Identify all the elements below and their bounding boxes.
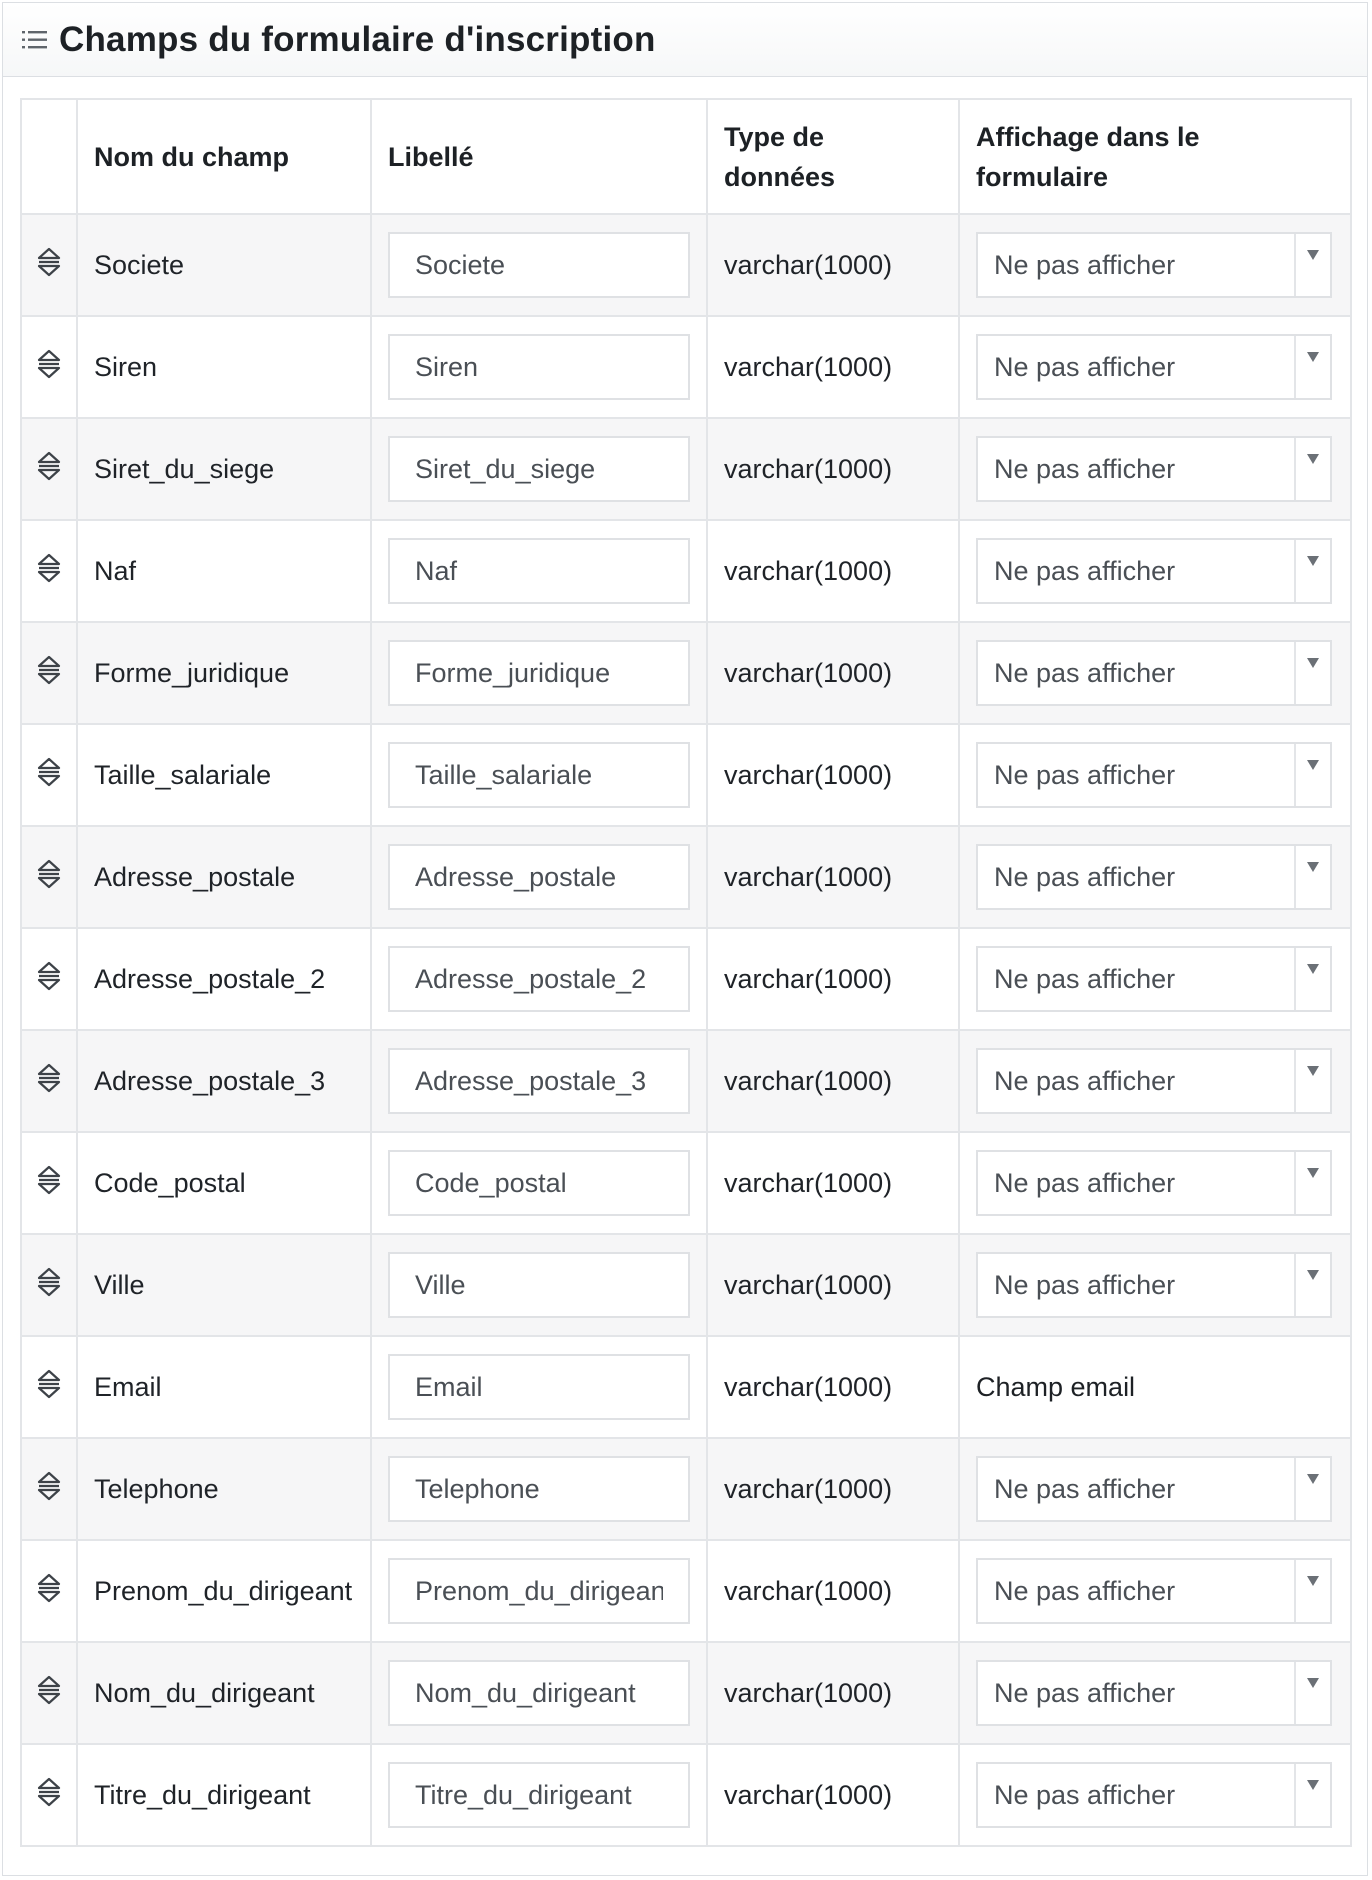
sort-handle-icon[interactable] [36, 1266, 62, 1298]
table-row [21, 316, 1351, 418]
field-name-cell: Siren [77, 316, 371, 418]
label-cell [371, 622, 707, 724]
dropdown-arrow-box[interactable] [1294, 1560, 1330, 1622]
drag-handle-cell[interactable] [21, 1642, 77, 1744]
caret-down-icon [1307, 658, 1319, 668]
drag-handle-cell[interactable] [21, 418, 77, 520]
data-type-cell: varchar(1000) [707, 1234, 959, 1336]
label-input[interactable] [388, 232, 690, 298]
display-select-value: Ne pas afficher [994, 1779, 1176, 1810]
label-cell [371, 1540, 707, 1642]
data-type-cell: varchar(1000) [707, 928, 959, 1030]
display-select-value: Ne pas afficher [994, 249, 1176, 280]
field-name-cell: Adresse_postale [77, 826, 371, 928]
drag-handle-cell[interactable] [21, 1438, 77, 1540]
dropdown-arrow-box[interactable] [1294, 1458, 1330, 1520]
field-name-cell: Email [77, 1336, 371, 1438]
caret-down-icon [1307, 862, 1319, 872]
label-input[interactable] [388, 742, 690, 808]
display-cell [959, 1132, 1351, 1234]
dropdown-arrow-box[interactable] [1294, 948, 1330, 1010]
display-select-value: Ne pas afficher [994, 1269, 1176, 1300]
display-cell [959, 418, 1351, 520]
dropdown-arrow-box[interactable] [1294, 642, 1330, 704]
field-name-cell: Naf [77, 520, 371, 622]
dropdown-arrow-box[interactable] [1294, 1152, 1330, 1214]
sort-handle-icon[interactable] [36, 1572, 62, 1604]
display-select[interactable] [976, 232, 1332, 298]
label-input[interactable] [388, 1252, 690, 1318]
display-cell [959, 520, 1351, 622]
display-cell [959, 928, 1351, 1030]
drag-handle-cell[interactable] [21, 1132, 77, 1234]
field-name-cell: Nom_du_dirigeant [77, 1642, 371, 1744]
label-input[interactable] [388, 1150, 690, 1216]
label-cell [371, 1642, 707, 1744]
caret-down-icon [1307, 760, 1319, 770]
display-select-value: Ne pas afficher [994, 453, 1176, 484]
caret-down-icon [1307, 964, 1319, 974]
dropdown-arrow-box[interactable] [1294, 234, 1330, 296]
label-input[interactable] [388, 1660, 690, 1726]
drag-handle-cell[interactable] [21, 214, 77, 316]
drag-handle-cell[interactable] [21, 826, 77, 928]
table-body [21, 214, 1351, 1846]
label-cell [371, 418, 707, 520]
data-type-cell: varchar(1000) [707, 1132, 959, 1234]
field-name-cell: Forme_juridique [77, 622, 371, 724]
display-cell [959, 316, 1351, 418]
dropdown-arrow-box[interactable] [1294, 744, 1330, 806]
display-cell [959, 1540, 1351, 1642]
data-type-cell: varchar(1000) [707, 1642, 959, 1744]
caret-down-icon [1307, 1168, 1319, 1178]
caret-down-icon [1307, 1576, 1319, 1586]
drag-handle-cell[interactable] [21, 724, 77, 826]
display-select[interactable] [976, 538, 1332, 604]
label-cell [371, 1336, 707, 1438]
display-select-value: Ne pas afficher [994, 963, 1176, 994]
sort-handle-icon[interactable] [36, 858, 62, 890]
drag-handle-cell[interactable] [21, 1336, 77, 1438]
data-type-cell: varchar(1000) [707, 316, 959, 418]
header-display: Affichage dans le formulaire [959, 99, 1351, 214]
display-select-value: Ne pas afficher [994, 1065, 1176, 1096]
field-name-cell: Code_postal [77, 1132, 371, 1234]
display-cell [959, 1744, 1351, 1846]
label-cell [371, 1744, 707, 1846]
display-select[interactable] [976, 844, 1332, 910]
sort-handle-icon[interactable] [36, 1062, 62, 1094]
display-select[interactable] [976, 1456, 1332, 1522]
display-select-value: Ne pas afficher [994, 1473, 1176, 1504]
display-static-text: Champ email [976, 1371, 1136, 1402]
data-type-cell: varchar(1000) [707, 622, 959, 724]
field-name-cell: Adresse_postale_2 [77, 928, 371, 1030]
caret-down-icon [1307, 556, 1319, 566]
label-input[interactable] [388, 1762, 690, 1828]
sort-handle-icon[interactable] [36, 348, 62, 380]
table-row [21, 826, 1351, 928]
display-select[interactable] [976, 1762, 1332, 1828]
display-cell [959, 214, 1351, 316]
data-type-cell: varchar(1000) [707, 520, 959, 622]
drag-handle-cell[interactable] [21, 1030, 77, 1132]
panel-header [3, 3, 1367, 77]
caret-down-icon [1307, 1474, 1319, 1484]
data-type-cell: varchar(1000) [707, 1540, 959, 1642]
display-cell [959, 1438, 1351, 1540]
sort-handle-icon[interactable] [36, 1164, 62, 1196]
display-select[interactable] [976, 640, 1332, 706]
header-label: Libellé [371, 99, 707, 214]
display-cell [959, 1030, 1351, 1132]
drag-handle-cell[interactable] [21, 1234, 77, 1336]
table-row [21, 1642, 1351, 1744]
label-cell [371, 826, 707, 928]
caret-down-icon [1307, 1270, 1319, 1280]
label-input[interactable] [388, 1048, 690, 1114]
label-input[interactable] [388, 1456, 690, 1522]
caret-down-icon [1307, 352, 1319, 362]
display-select-value: Ne pas afficher [994, 1677, 1176, 1708]
sort-handle-icon[interactable] [36, 450, 62, 482]
drag-handle-cell[interactable] [21, 928, 77, 1030]
table-row [21, 1030, 1351, 1132]
table-row [21, 214, 1351, 316]
data-type-cell: varchar(1000) [707, 1336, 959, 1438]
display-cell [959, 1642, 1351, 1744]
display-select[interactable] [976, 742, 1332, 808]
display-select[interactable] [976, 1150, 1332, 1216]
data-type-cell: varchar(1000) [707, 214, 959, 316]
caret-down-icon [1307, 1780, 1319, 1790]
display-select[interactable] [976, 334, 1332, 400]
sort-handle-icon[interactable] [36, 654, 62, 686]
drag-handle-cell[interactable] [21, 1744, 77, 1846]
field-name-cell: Ville [77, 1234, 371, 1336]
dropdown-arrow-box[interactable] [1294, 1050, 1330, 1112]
table-row [21, 724, 1351, 826]
label-input[interactable] [388, 946, 690, 1012]
data-type-cell: varchar(1000) [707, 724, 959, 826]
dropdown-arrow-box[interactable] [1294, 1764, 1330, 1826]
label-input[interactable] [388, 436, 690, 502]
label-input[interactable] [388, 334, 690, 400]
caret-down-icon [1307, 454, 1319, 464]
table-header-row [21, 99, 1351, 214]
display-select[interactable] [976, 946, 1332, 1012]
caret-down-icon [1307, 250, 1319, 260]
sort-handle-icon[interactable] [36, 552, 62, 584]
dropdown-arrow-box[interactable] [1294, 438, 1330, 500]
field-name-cell: Telephone [77, 1438, 371, 1540]
table-row [21, 418, 1351, 520]
display-select[interactable] [976, 1660, 1332, 1726]
display-select-value: Ne pas afficher [994, 555, 1176, 586]
dropdown-arrow-box[interactable] [1294, 336, 1330, 398]
display-cell [959, 1234, 1351, 1336]
table-row [21, 928, 1351, 1030]
data-type-cell: varchar(1000) [707, 1744, 959, 1846]
label-input[interactable] [388, 1558, 690, 1624]
field-name-cell: Taille_salariale [77, 724, 371, 826]
drag-handle-cell[interactable] [21, 520, 77, 622]
sort-handle-icon[interactable] [36, 756, 62, 788]
label-cell [371, 1132, 707, 1234]
display-select[interactable] [976, 1558, 1332, 1624]
table-row [21, 1744, 1351, 1846]
header-data-type: Type de données [707, 99, 959, 214]
display-select[interactable] [976, 1048, 1332, 1114]
table-row [21, 1336, 1351, 1438]
display-select-value: Ne pas afficher [994, 657, 1176, 688]
sort-handle-icon[interactable] [36, 1368, 62, 1400]
label-cell [371, 316, 707, 418]
field-name-cell: Prenom_du_dirigeant [77, 1540, 371, 1642]
data-type-cell: varchar(1000) [707, 418, 959, 520]
display-cell [959, 622, 1351, 724]
data-type-cell: varchar(1000) [707, 826, 959, 928]
label-cell [371, 1234, 707, 1336]
display-select-value: Ne pas afficher [994, 1167, 1176, 1198]
label-cell [371, 520, 707, 622]
sort-handle-icon[interactable] [36, 246, 62, 278]
sort-handle-icon[interactable] [36, 960, 62, 992]
display-select-value: Ne pas afficher [994, 861, 1176, 892]
display-cell [959, 724, 1351, 826]
display-select-value: Ne pas afficher [994, 759, 1176, 790]
field-name-cell: Societe [77, 214, 371, 316]
caret-down-icon [1307, 1678, 1319, 1688]
field-name-cell: Titre_du_dirigeant [77, 1744, 371, 1846]
data-type-cell: varchar(1000) [707, 1438, 959, 1540]
table-row [21, 1132, 1351, 1234]
drag-handle-cell[interactable] [21, 316, 77, 418]
label-input[interactable] [388, 1354, 690, 1420]
table-row [21, 1438, 1351, 1540]
drag-handle-cell[interactable] [21, 1540, 77, 1642]
dropdown-arrow-box[interactable] [1294, 1662, 1330, 1724]
label-cell [371, 724, 707, 826]
table-row [21, 520, 1351, 622]
data-type-cell: varchar(1000) [707, 1030, 959, 1132]
table-row [21, 622, 1351, 724]
display-select-value: Ne pas afficher [994, 1575, 1176, 1606]
field-name-cell: Siret_du_siege [77, 418, 371, 520]
field-name-cell: Adresse_postale_3 [77, 1030, 371, 1132]
table-row [21, 1540, 1351, 1642]
list-icon [21, 27, 49, 53]
header-handle [21, 99, 77, 214]
display-select[interactable] [976, 436, 1332, 502]
display-cell [959, 1336, 1351, 1438]
caret-down-icon [1307, 1066, 1319, 1076]
display-select[interactable] [976, 1252, 1332, 1318]
sort-handle-icon[interactable] [36, 1674, 62, 1706]
fields-table [20, 98, 1352, 1847]
sort-handle-icon[interactable] [36, 1470, 62, 1502]
table-row [21, 1234, 1351, 1336]
label-input[interactable] [388, 640, 690, 706]
label-cell [371, 214, 707, 316]
sort-handle-icon[interactable] [36, 1776, 62, 1808]
label-input[interactable] [388, 538, 690, 604]
dropdown-arrow-box[interactable] [1294, 1254, 1330, 1316]
drag-handle-cell[interactable] [21, 622, 77, 724]
display-select-value: Ne pas afficher [994, 351, 1176, 382]
label-input[interactable] [388, 844, 690, 910]
dropdown-arrow-box[interactable] [1294, 846, 1330, 908]
panel-title: Champs du formulaire d'inscription [59, 19, 656, 59]
label-cell [371, 1438, 707, 1540]
display-cell [959, 826, 1351, 928]
label-cell [371, 1030, 707, 1132]
label-cell [371, 928, 707, 1030]
dropdown-arrow-box[interactable] [1294, 540, 1330, 602]
header-field-name: Nom du champ [77, 99, 371, 214]
